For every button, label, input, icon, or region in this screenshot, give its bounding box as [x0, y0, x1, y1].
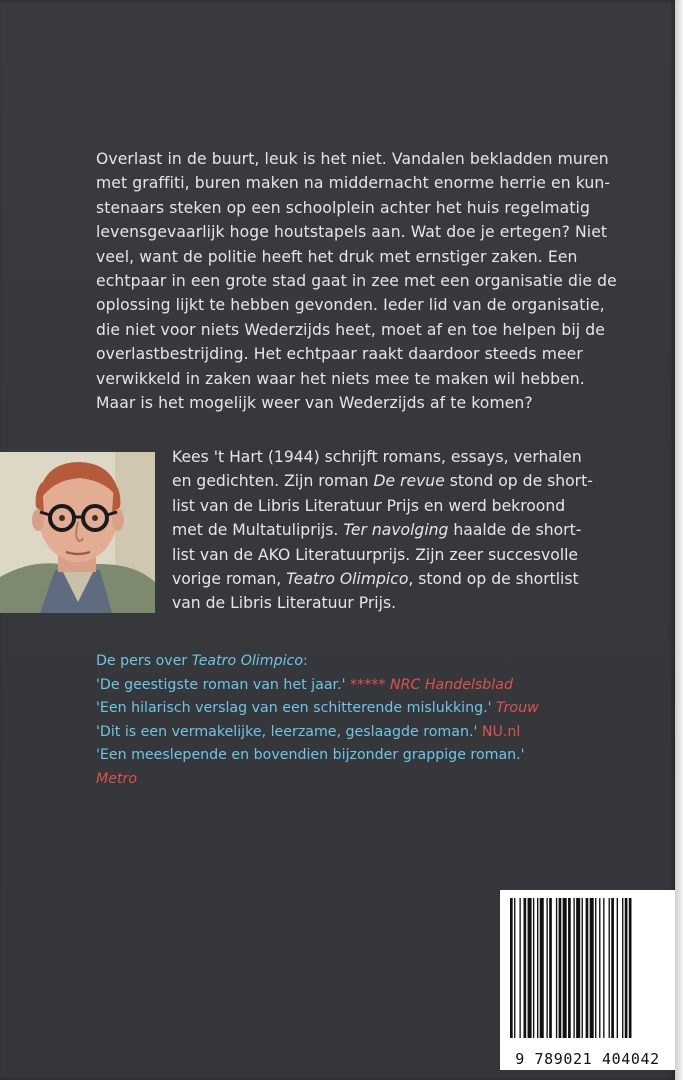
barcode-bar — [582, 898, 583, 1038]
bio-text: en gedichten. Zijn roman — [172, 472, 374, 491]
barcode-bar — [586, 898, 589, 1038]
synopsis-line: overlastbestrijding. Het echtpaar raakt daardoor steeds meer — [96, 345, 583, 364]
quote-source: NU.nl — [481, 723, 521, 740]
barcode-bar — [528, 898, 532, 1038]
synopsis-line: met graffiti, buren maken na middernacht enorme herrie en kun- — [96, 174, 611, 193]
bio-line — [172, 469, 592, 493]
press-quotes — [96, 650, 616, 792]
press-quote — [96, 674, 616, 698]
barcode-bar — [611, 898, 614, 1038]
bio-line: Kees 't Hart (1944) schrijft romans, essays, verhalen — [172, 448, 582, 466]
barcode-bar — [524, 898, 527, 1038]
bio-line — [172, 518, 592, 542]
quote-text: 'Een hilarisch verslag van een schitterende mislukking.' — [96, 700, 497, 717]
barcode-bar — [537, 898, 538, 1038]
synopsis-line: Maar is het mogelijk weer van Wederzijds af te komen? — [96, 394, 533, 413]
page-edge — [675, 0, 683, 1080]
barcode-bar — [519, 898, 520, 1038]
bio-line: list van de Libris Literatuur Prijs en werd bekroond — [172, 496, 566, 515]
press-quote — [96, 721, 616, 745]
barcode-bar — [568, 898, 571, 1038]
press-quote-source-line — [96, 768, 616, 792]
synopsis-line: oplossing lijkt te hebben gevonden. Ieder lid van de organisatie, — [96, 296, 605, 315]
barcode-bar — [603, 898, 604, 1038]
press-heading-title: Teatro Olimpico — [191, 653, 304, 669]
quote-source: Trouw — [496, 700, 539, 717]
barcode-bar — [609, 898, 610, 1038]
synopsis-line: verwikkeld in zaken waar het niets mee te maken wil hebben. — [96, 369, 585, 388]
book-title-teatro-olimpico: Teatro Olimpico — [286, 570, 409, 589]
synopsis-line: veel, want de politie heeft het druk met ernstiger zaken. Een — [96, 247, 578, 266]
quote-text: 'De geestigste roman van het jaar.' — [96, 676, 351, 693]
quote-text: 'Dit is een vermakelijke, leerzame, geslaagde roman.' — [96, 723, 482, 740]
synopsis-line: die niet voor niets Wederzijds heet, moet af en toe helpen bij de — [96, 320, 605, 339]
barcode-bar — [559, 898, 562, 1038]
barcode-bar — [510, 898, 513, 1038]
author-photo — [0, 452, 155, 613]
barcode-bars — [500, 890, 675, 1048]
barcode-bar — [533, 898, 534, 1038]
isbn-number: 9 789021 404042 — [515, 1050, 660, 1068]
quote-text: 'Een meeslepende en bovendien bijzonder grappige roman.' — [96, 747, 525, 764]
barcode-bar — [590, 898, 594, 1038]
barcode-bar — [625, 898, 628, 1038]
press-quote — [96, 744, 616, 768]
synopsis-line: echtpaar in een grote stad gaat in zee met een organisatie die de — [96, 272, 617, 291]
barcode-bar — [629, 898, 632, 1038]
bio-line — [172, 567, 592, 591]
barcode-bar — [573, 898, 574, 1038]
barcode-bar — [549, 898, 552, 1038]
synopsis-line: stenaars steken op een schoolplein achter het huis regelmatig — [96, 198, 590, 217]
synopsis-line: levensgevaarlijk hoge houtstapels aan. Wat doe je ertegen? Niet — [96, 223, 608, 242]
press-heading-colon: : — [303, 653, 308, 669]
isbn-barcode — [500, 890, 675, 1070]
synopsis-text — [96, 147, 617, 415]
barcode-bar — [599, 898, 600, 1038]
synopsis-line: Overlast in de buurt, leuk is het niet. Vandalen bekladden muren — [96, 150, 609, 168]
book-title-de-revue: De revue — [373, 472, 445, 491]
barcode-bar — [622, 898, 623, 1038]
barcode-bar — [595, 898, 596, 1038]
book-title-ter-navolging: Ter navolging — [343, 521, 449, 540]
barcode-bar — [563, 898, 567, 1038]
bio-text: vorige roman, — [172, 570, 287, 589]
bio-text: haalde de short- — [448, 521, 582, 540]
barcode-bar — [576, 898, 580, 1038]
quote-source: Metro — [96, 770, 138, 787]
author-portrait-illustration — [0, 452, 155, 613]
bio-text: , stond op de shortlist — [408, 570, 579, 589]
press-heading-text: De pers over — [96, 653, 192, 669]
barcode-bar — [556, 898, 557, 1038]
press-heading — [96, 650, 616, 674]
author-bio — [172, 445, 592, 616]
bio-text: stond op de short- — [444, 472, 593, 491]
barcode-bar — [540, 898, 544, 1038]
barcode-bar — [514, 898, 515, 1038]
barcode-bar — [617, 898, 618, 1038]
bio-text: met de Multatuliprijs. — [172, 521, 344, 540]
barcode-bar — [546, 898, 547, 1038]
quote-source: ***** NRC Handelsblad — [350, 676, 513, 693]
press-quote — [96, 697, 616, 721]
bio-line: list van de AKO Literatuurprijs. Zijn zeer succesvolle — [172, 545, 579, 564]
bio-line: van de Libris Literatuur Prijs. — [172, 594, 397, 613]
